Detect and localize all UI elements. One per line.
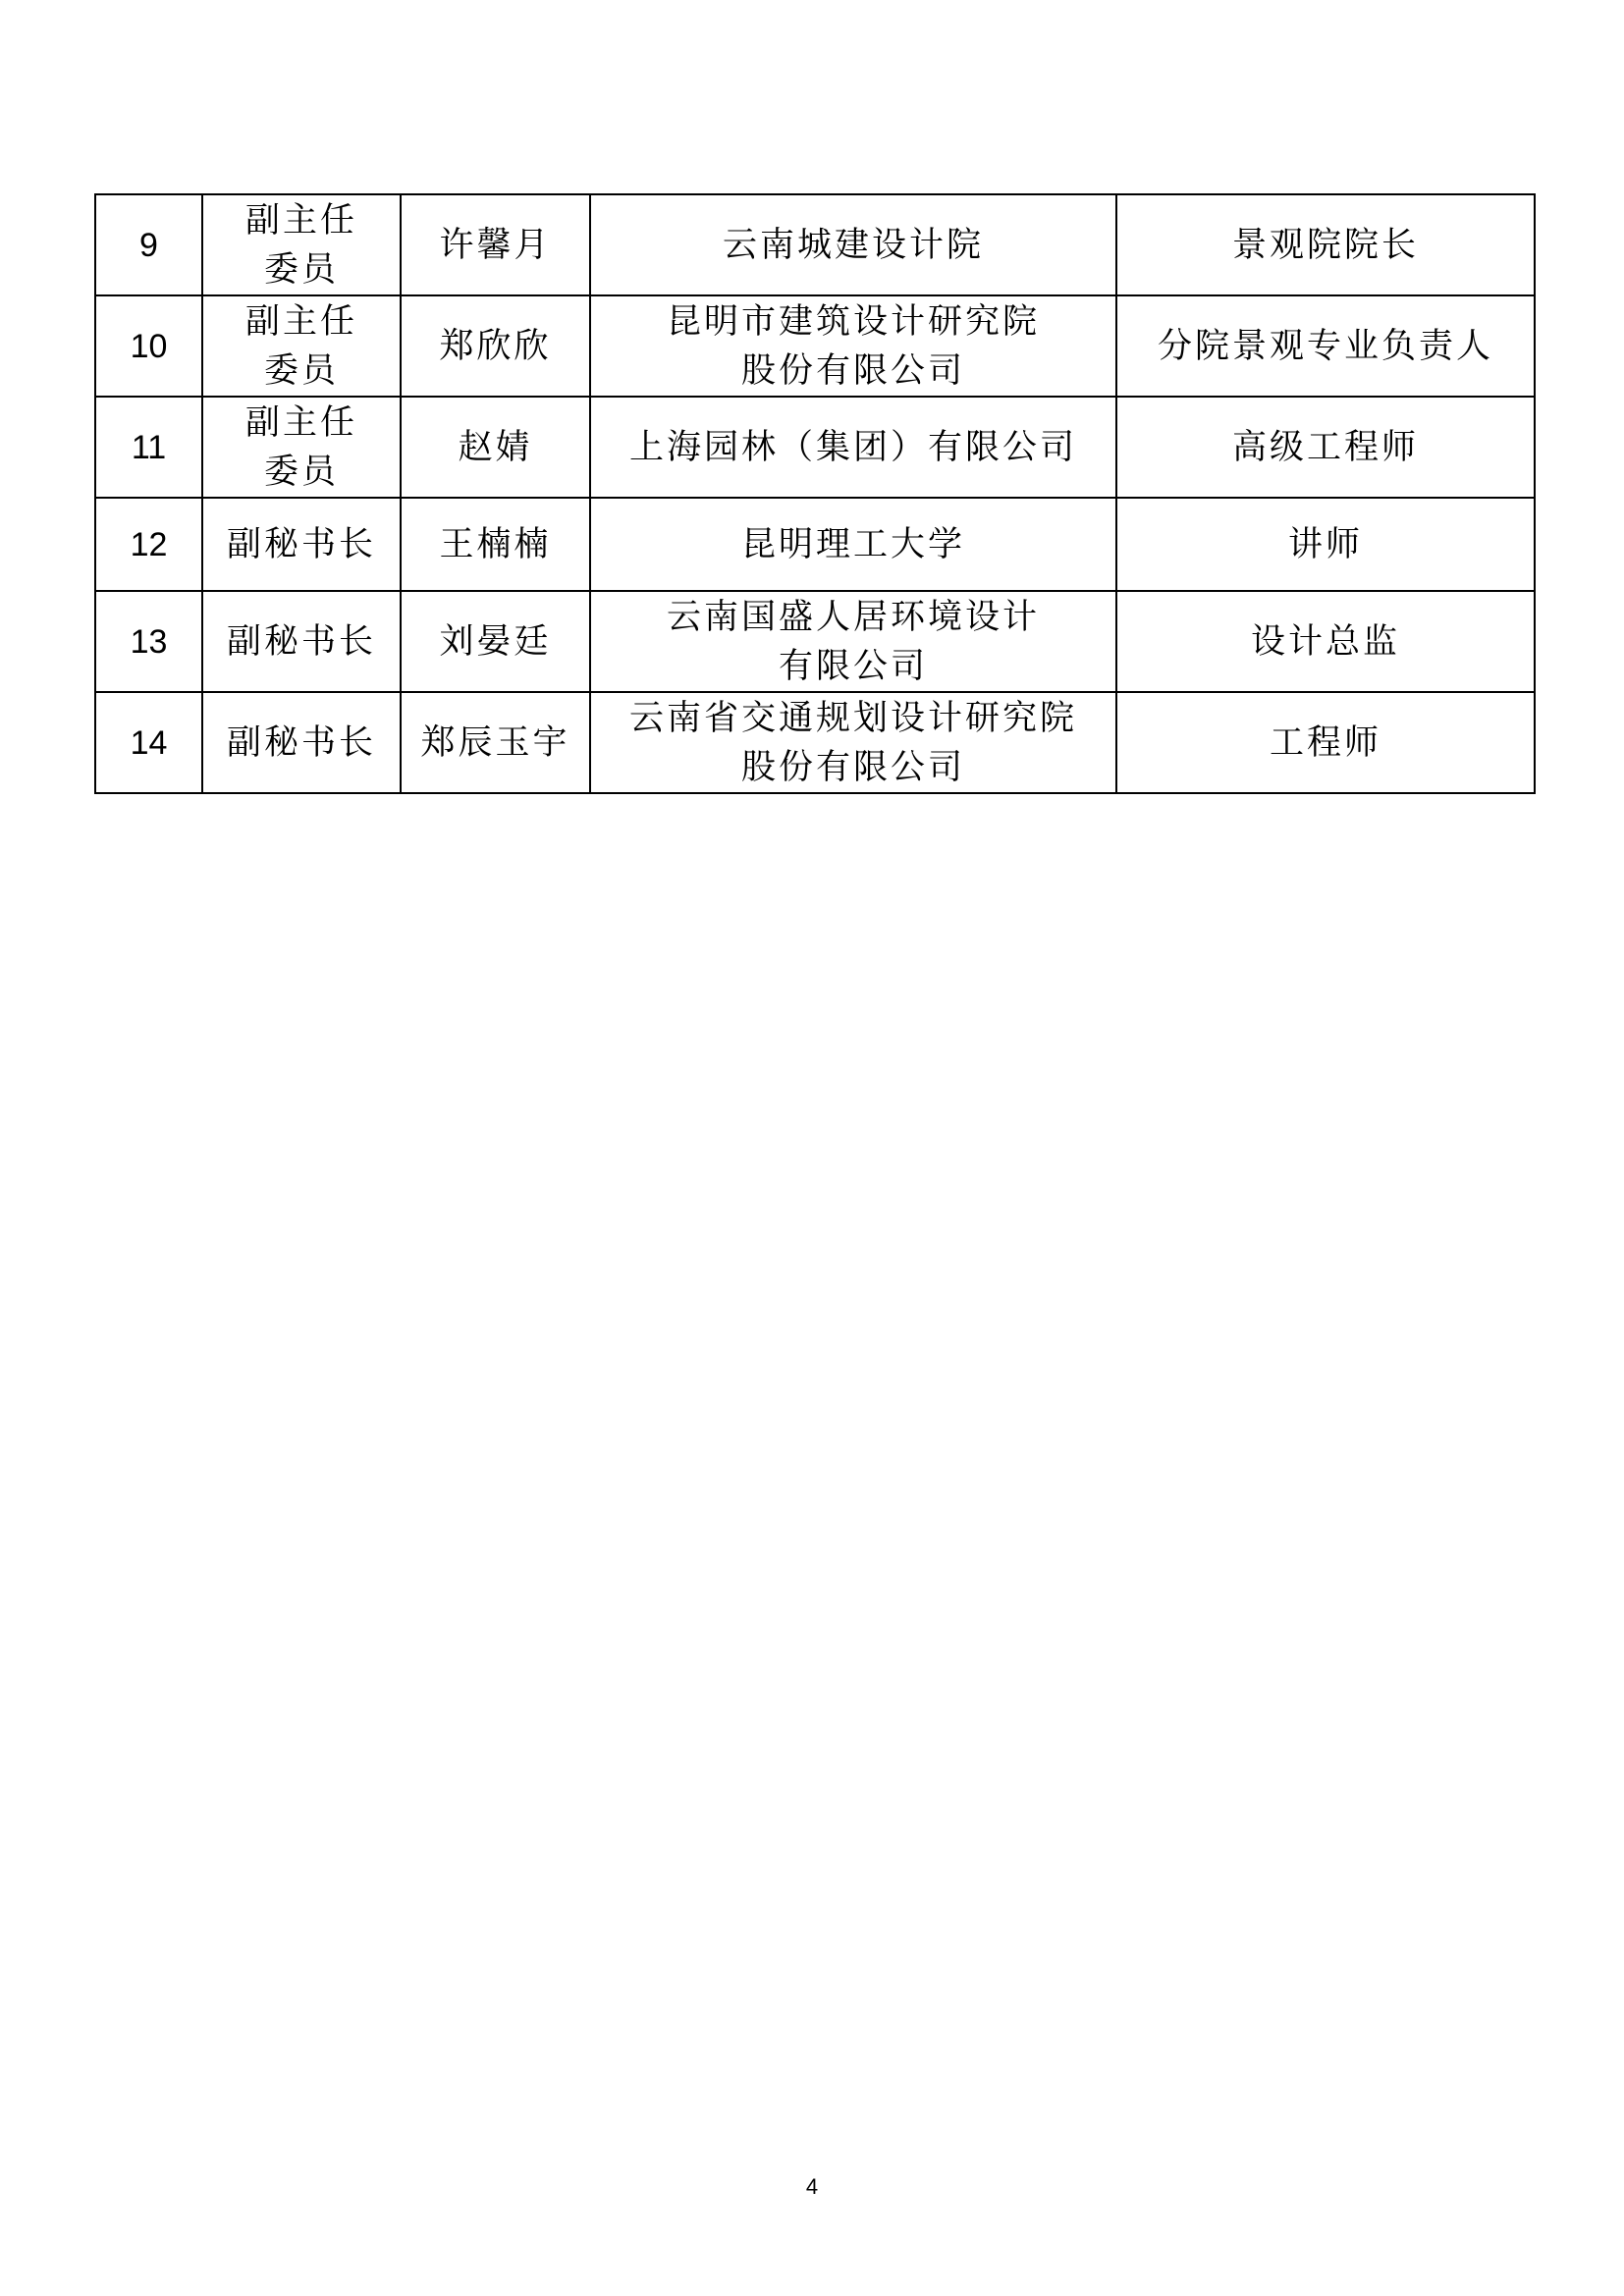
name-cell: 郑辰玉宇 bbox=[401, 692, 590, 793]
position-cell-line: 副秘书长 bbox=[226, 621, 376, 662]
position-cell-line: 委员 bbox=[263, 350, 339, 391]
job-title-cell: 设计总监 bbox=[1116, 591, 1535, 692]
organization-cell-line: 上海园林（集团）有限公司 bbox=[628, 427, 1077, 467]
row-number-cell: 9 bbox=[95, 194, 202, 295]
row-number-cell: 11 bbox=[95, 397, 202, 498]
job-title-cell: 讲师 bbox=[1116, 498, 1535, 591]
position-cell-line: 委员 bbox=[263, 249, 339, 290]
position-cell-line: 副秘书长 bbox=[226, 722, 376, 763]
committee-table bbox=[94, 193, 1536, 794]
organization-cell bbox=[590, 498, 1116, 591]
name-cell: 王楠楠 bbox=[401, 498, 590, 591]
table-row bbox=[95, 194, 1535, 295]
job-title-cell: 工程师 bbox=[1116, 692, 1535, 793]
name-cell: 郑欣欣 bbox=[401, 295, 590, 397]
name-cell: 赵婧 bbox=[401, 397, 590, 498]
organization-cell-line: 昆明市建筑设计研究院 bbox=[666, 301, 1040, 342]
committee-table-body bbox=[95, 194, 1535, 793]
job-title-cell: 高级工程师 bbox=[1116, 397, 1535, 498]
position-cell-line: 副主任 bbox=[244, 301, 357, 342]
position-cell bbox=[202, 194, 401, 295]
row-number-cell: 14 bbox=[95, 692, 202, 793]
table-row bbox=[95, 397, 1535, 498]
position-cell bbox=[202, 692, 401, 793]
position-cell bbox=[202, 397, 401, 498]
table-row bbox=[95, 692, 1535, 793]
row-number-cell: 10 bbox=[95, 295, 202, 397]
organization-cell-line: 昆明理工大学 bbox=[740, 524, 965, 564]
organization-cell bbox=[590, 692, 1116, 793]
position-cell bbox=[202, 591, 401, 692]
row-number-cell: 13 bbox=[95, 591, 202, 692]
name-cell: 许馨月 bbox=[401, 194, 590, 295]
organization-cell-line: 股份有限公司 bbox=[740, 350, 965, 391]
table-row bbox=[95, 591, 1535, 692]
name-cell: 刘晏廷 bbox=[401, 591, 590, 692]
position-cell-line: 委员 bbox=[263, 452, 339, 492]
page-number: 4 bbox=[805, 2174, 819, 2199]
position-cell bbox=[202, 498, 401, 591]
job-title-cell: 分院景观专业负责人 bbox=[1116, 295, 1535, 397]
organization-cell-line: 云南国盛人居环境设计 bbox=[666, 597, 1040, 637]
organization-cell-line: 有限公司 bbox=[778, 646, 928, 686]
organization-cell-line: 股份有限公司 bbox=[740, 747, 965, 787]
position-cell-line: 副主任 bbox=[244, 402, 357, 443]
organization-cell bbox=[590, 397, 1116, 498]
position-cell-line: 副主任 bbox=[244, 200, 357, 240]
position-cell-line: 副秘书长 bbox=[226, 524, 376, 564]
table-row bbox=[95, 295, 1535, 397]
row-number-cell: 12 bbox=[95, 498, 202, 591]
table-row bbox=[95, 498, 1535, 591]
organization-cell bbox=[590, 295, 1116, 397]
organization-cell bbox=[590, 194, 1116, 295]
organization-cell-line: 云南城建设计院 bbox=[722, 225, 984, 265]
organization-cell bbox=[590, 591, 1116, 692]
position-cell bbox=[202, 295, 401, 397]
job-title-cell: 景观院院长 bbox=[1116, 194, 1535, 295]
organization-cell-line: 云南省交通规划设计研究院 bbox=[628, 698, 1077, 738]
